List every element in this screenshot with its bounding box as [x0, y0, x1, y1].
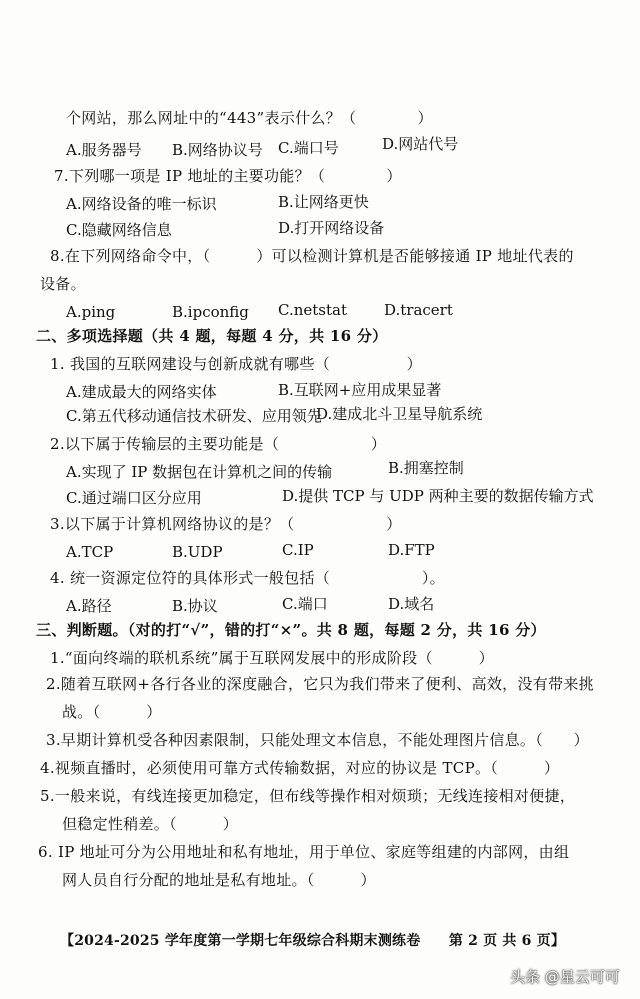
judge-question-1: 1.“面向终端的联机系统”属于互联网发展中的形成阶段（ ） [50, 649, 494, 667]
section-3-title: 三、判断题。（对的打“√”，错的打“×”。共 8 题，每题 2 分，共 16 分） [36, 621, 546, 639]
page-footer: 【2024-2025 学年度第一学期七年级综合科期末测练卷 第 2 页 共 6 页】 [60, 933, 566, 949]
q8-option-d: D.tracert [384, 301, 453, 319]
section-2-title: 二、多项选择题（共 4 题，每题 4 分，共 16 分） [36, 327, 388, 345]
watermark: 头条 @星云可可 [510, 968, 620, 986]
q8-option-a: A.ping [66, 303, 116, 321]
multi-question-4: 4. 统一资源定位符的具体形式一般包括（ ）。 [50, 569, 445, 587]
m2-option-c: C.通过端口区分应用 [66, 489, 202, 507]
q6-option-d: D.网站代号 [382, 135, 459, 153]
q7-option-a: A.网络设备的唯一标识 [66, 195, 217, 213]
m1-option-c: C.第五代移动通信技术研发、应用领先 [66, 407, 322, 425]
judge-question-2-line-2: 战。（ ） [62, 703, 162, 721]
multi-question-1: 1. 我国的互联网建设与创新成就有哪些（ ） [50, 355, 422, 373]
m2-option-b: B.拥塞控制 [388, 459, 464, 477]
m1-option-d: D.建成北斗卫星导航系统 [316, 405, 483, 423]
m2-option-d: D.提供 TCP 与 UDP 两种主要的数据传输方式 [282, 487, 594, 505]
m4-option-d: D.域名 [388, 595, 435, 613]
question-8-line-2: 设备。 [40, 275, 86, 293]
multi-question-2: 2.以下属于传输层的主要功能是（ ） [50, 435, 387, 453]
m3-option-b: B.UDP [172, 543, 223, 561]
m2-option-a: A.实现了 IP 数据包在计算机之间的传输 [66, 463, 333, 481]
q6-option-c: C.端口号 [278, 139, 339, 157]
judge-question-3: 3.早期计算机受各种因素限制，只能处理文本信息，不能处理图片信息。（ ） [46, 731, 589, 749]
q7-option-c: C.隐藏网络信息 [66, 221, 172, 239]
question-6-tail: 个网站，那么网址中的“443”表示什么？（ ） [66, 109, 433, 127]
m4-option-a: A.路径 [66, 597, 112, 615]
m4-option-c: C.端口 [282, 595, 328, 613]
judge-question-5-line-1: 5.一般来说，有线连接更加稳定，但布线等操作相对烦琐；无线连接相对便捷， [40, 787, 576, 805]
m3-option-c: C.IP [282, 541, 314, 559]
q8-option-b: B.ipconfig [172, 303, 249, 321]
m4-option-b: B.协议 [172, 597, 218, 615]
judge-question-6-line-2: 网人员自行分配的地址是私有地址。（ ） [62, 871, 376, 889]
question-7: 7.下列哪一项是 IP 地址的主要功能？（ ） [54, 167, 402, 185]
q8-option-c: C.netstat [278, 301, 347, 319]
m3-option-a: A.TCP [66, 543, 114, 561]
judge-question-2-line-1: 2.随着互联网+各行各业的深度融合，它只为我们带来了便利、高效，没有带来挑 [46, 675, 594, 693]
m1-option-a: A.建成最大的网络实体 [66, 383, 217, 401]
q6-option-b: B.网络协议号 [172, 141, 263, 159]
q7-option-d: D.打开网络设备 [278, 219, 385, 237]
judge-question-6-line-1: 6. IP 地址可分为公用地址和私有地址，用于单位、家庭等组建的内部网，由组 [38, 843, 570, 861]
q7-option-b: B.让网络更快 [278, 193, 369, 211]
multi-question-3: 3.以下属于计算机网络协议的是？（ ） [50, 515, 402, 533]
m1-option-b: B.互联网+应用成果显著 [278, 381, 442, 399]
q6-option-a: A.服务器号 [66, 141, 142, 159]
question-8-line-1: 8.在下列网络命令中，（ ）可以检测计算机是否能够接通 IP 地址代表的 [50, 247, 574, 265]
m3-option-d: D.FTP [388, 541, 435, 559]
judge-question-5-line-2: 但稳定性稍差。（ ） [62, 815, 239, 833]
judge-question-4: 4.视频直播时，必须使用可靠方式传输数据，对应的协议是 TCP。（ ） [40, 759, 560, 777]
